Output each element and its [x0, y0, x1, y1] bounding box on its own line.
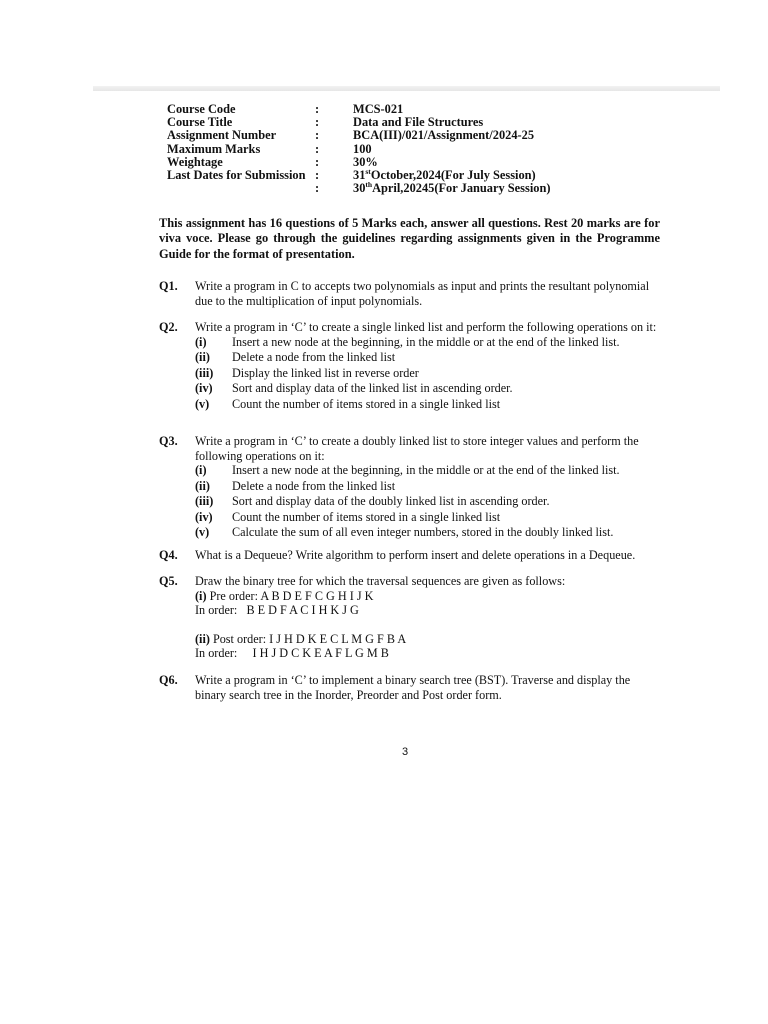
sub-item — [195, 381, 660, 397]
date-rest: April,20245(For January Session) — [372, 181, 551, 196]
colon: : — [315, 181, 320, 196]
question-number: Q2. — [159, 320, 178, 334]
inorder-sequence: In order: I H J D C K E A F L G M B — [195, 646, 389, 660]
question-6 — [159, 673, 660, 702]
sub-item-text: Sort and display data of the doubly linked list in ascending order. — [232, 494, 550, 509]
sub-item — [195, 366, 660, 382]
sub-item-text: Display the linked list in reverse order — [232, 365, 419, 380]
sub-item-number: (ii) — [195, 350, 210, 365]
assignment-intro: This assignment has 16 questions of 5 Marks each, answer all questions. Rest 20 marks are for viva voce. Please go through the guidelines regarding assignments given in the Programme Guide for the format of presentation. — [159, 216, 660, 261]
date-suffix: th — [365, 180, 373, 190]
sub-item — [195, 510, 660, 526]
preorder-sequence: Pre order: A B D E F C G H I J K — [209, 588, 374, 603]
question-text: What is a Dequeue? Write algorithm to perform insert and delete operations in a Dequeue. — [195, 548, 636, 562]
colon: : — [315, 154, 320, 169]
course-title-label: Course Title — [167, 115, 233, 130]
sub-item-number: (iii) — [195, 365, 214, 380]
colon: : — [315, 167, 320, 182]
date-rest: October,2024(For July Session) — [370, 167, 536, 182]
colon: : — [315, 128, 320, 143]
sub-item-number: (v) — [195, 525, 210, 540]
question-number: Q6. — [159, 673, 178, 687]
sub-item — [195, 350, 660, 366]
question-number: Q4. — [159, 548, 178, 562]
part-label: (ii) — [195, 631, 210, 646]
question-4 — [159, 548, 660, 563]
sub-item — [195, 494, 660, 510]
course-title-value: Data and File Structures — [353, 115, 484, 130]
question-text: Write a program in ‘C’ to create a doubly linked list to store integer values and perform the following operations on it: — [195, 434, 639, 463]
maximum-marks-value: 100 — [353, 141, 372, 156]
postorder-sequence: Post order: I J H D K E C L M G F B A — [212, 631, 407, 646]
sub-item-number: (iii) — [195, 494, 214, 509]
date-suffix: st — [365, 166, 371, 176]
question-3 — [159, 434, 660, 541]
submission-date-january — [353, 182, 550, 195]
course-code-value: MCS-021 — [353, 102, 404, 116]
sub-item — [195, 463, 660, 479]
question-text: Write a program in ‘C’ to implement a binary search tree (BST). Traverse and display the binary search tree in the Inorder, Preorder and Post order form. — [195, 673, 631, 702]
sub-item-text: Calculate the sum of all even integer numbers, stored in the doubly linked list. — [232, 525, 614, 540]
question-text: Write a program in C to accepts two polynomials as input and prints the resultant polynomial due to the multiplication of input polynomials. — [195, 279, 650, 308]
sub-item-text: Insert a new node at the beginning, in the middle or at the end of the linked list. — [232, 334, 620, 349]
question-number: Q3. — [159, 434, 178, 448]
page-top-border — [93, 86, 720, 91]
sub-item — [195, 397, 660, 413]
colon: : — [315, 102, 320, 116]
sub-item-number: (v) — [195, 396, 210, 411]
submission-label: Last Dates for Submission — [167, 167, 306, 182]
maximum-marks-label: Maximum Marks — [167, 141, 261, 156]
sub-item-text: Sort and display data of the linked list in ascending order. — [232, 381, 513, 396]
sub-item-text: Delete a node from the linked list — [232, 350, 396, 365]
sub-item-number: (iv) — [195, 381, 213, 396]
assignment-number-value: BCA(III)/021/Assignment/2024-25 — [353, 128, 535, 143]
question-5 — [159, 574, 660, 661]
sub-item-text: Count the number of items stored in a single linked list — [232, 509, 501, 524]
date-day: 30 — [353, 181, 366, 196]
course-code-label: Course Code — [167, 102, 236, 116]
sub-item-number: (ii) — [195, 478, 210, 493]
question-number: Q5. — [159, 574, 178, 588]
sub-item — [195, 335, 660, 351]
date-day: 31 — [353, 167, 366, 182]
part-label: (i) — [195, 588, 207, 603]
spacer — [159, 618, 660, 632]
sub-item-number: (i) — [195, 463, 207, 477]
weightage-value: 30% — [353, 154, 378, 169]
sub-item-text: Delete a node from the linked list — [232, 478, 396, 493]
sub-item-number: (i) — [195, 334, 207, 349]
colon: : — [315, 141, 320, 156]
question-1 — [159, 279, 660, 308]
colon: : — [315, 115, 320, 130]
weightage-label: Weightage — [167, 154, 223, 169]
sub-item-number: (iv) — [195, 509, 213, 524]
sub-item-text: Count the number of items stored in a single linked list — [232, 396, 501, 411]
page-number: 3 — [401, 746, 409, 758]
traversal-postorder — [195, 632, 660, 647]
question-text: Draw the binary tree for which the traversal sequences are given as follows: — [195, 574, 566, 588]
question-text: Write a program in ‘C’ to create a single linked list and perform the following operations on it: — [195, 320, 657, 334]
inorder-sequence: In order: B E D F A C I H K J G — [195, 603, 359, 617]
assignment-number-label: Assignment Number — [167, 128, 277, 143]
question-number: Q1. — [159, 279, 178, 293]
traversal-preorder — [195, 589, 660, 604]
sub-item — [195, 479, 660, 495]
question-2 — [159, 320, 660, 412]
sub-item — [195, 525, 660, 541]
sub-item-text: Insert a new node at the beginning, in the middle or at the end of the linked list. — [232, 463, 620, 477]
